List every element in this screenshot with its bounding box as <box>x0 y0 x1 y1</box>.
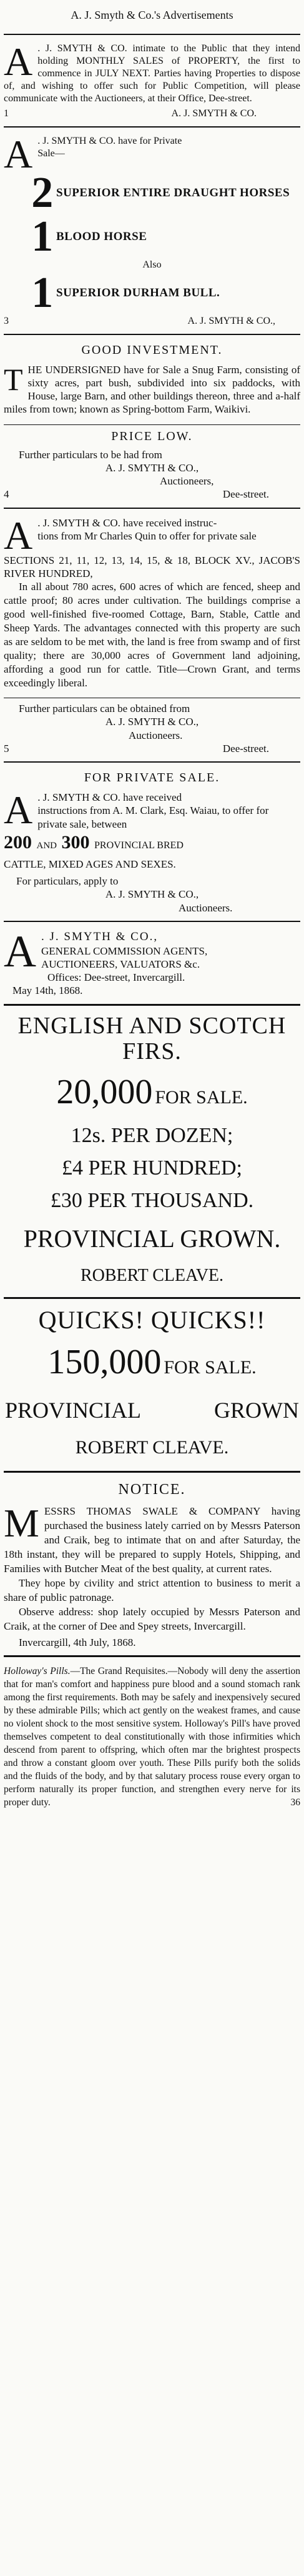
ad-date: May 14th, 1868. <box>12 985 83 997</box>
ad-quicks <box>4 1306 300 1465</box>
commission-agents: GENERAL COMMISSION AGENTS, <box>41 945 208 957</box>
firs-line-2: FIRS. <box>122 1038 182 1065</box>
provincial: PROVINCIAL <box>5 1397 142 1423</box>
cattle-numbers <box>4 831 300 858</box>
number-200: 200 <box>4 831 32 853</box>
item-count: 1 <box>31 212 54 261</box>
drop-cap: A <box>4 39 33 84</box>
ad1-body: that they intend holding MONTHLY SALES of PROPERTY, the first to commence in JULY NEXT. Parties having Properties to dispose of, and wishing to offer such for Public Competition, will please communicate with the Auctioneers, at their Office, Dee-street. <box>4 43 301 104</box>
ad-notice <box>4 1480 300 1649</box>
divider <box>4 424 300 425</box>
ad-heading: FOR PRIVATE SALE. <box>84 771 220 785</box>
for-sale: FOR SALE. <box>155 1087 248 1108</box>
ad5-first-line: . J. SMYTH & CO. have received <box>37 791 182 804</box>
big-number: 150,000 <box>47 1342 162 1381</box>
ad3-footer <box>4 488 300 501</box>
place: Dee-street. <box>222 742 269 754</box>
ad-heading: GOOD INVESTMENT. <box>81 343 223 357</box>
ad9-body: having purchased the business lately carried on by Messrs Paterson and Craik, beg to intimate that on and after Saturday, the 18th instant, they will be prepared to supply Hotels, Shipping, and Families with Butcher Meat of the best quality, at current rates. <box>4 1505 300 1575</box>
drop-cap: M <box>4 1500 39 1545</box>
page-title: A. J. Smyth & Co.'s Advertisements <box>71 9 233 21</box>
ad10-body: —The Grand Requisites.—Nobody will deny the assertion that for man's comfort and happiness pure blood and a sound stomach rank among the first requirements. Both may be safely and inexpensively secured by these admirable Pills; which act gently on the weakest frames, and cause no violent shock to the most sensitive system. Holloway's Pill's have proved themselves competent to deal constitutionally with those infirmities which descend from parent to offspring, which often mar the brightest prospects and throw a constant gloom over youth. These Pills purify both the solids and the fluids of the body, and by that salutary process rouse every organ to perform naturally its proper function, and strengthen every nerve for its proper duty. <box>4 1666 300 1808</box>
ad2-footer <box>4 315 300 328</box>
firm-role: Auctioneers. <box>129 729 183 741</box>
item-also: Also <box>142 259 162 270</box>
ad-good-investment <box>4 343 300 501</box>
for-sale: FOR SALE. <box>164 1356 257 1378</box>
drop-cap: A <box>4 513 33 558</box>
price-per-hundred: £4 PER HUNDRED; <box>61 1156 243 1180</box>
drop-cap: A <box>4 131 33 176</box>
seller-name: ROBERT CLEAVE. <box>80 1265 224 1285</box>
ad4-rest: tions from Mr Charles Quin to offer for private sale <box>37 529 257 542</box>
firm-role: Auctioneers. <box>179 901 233 914</box>
firs-line-1: ENGLISH AND SCOTCH <box>17 1012 287 1039</box>
provincial-grown-row <box>4 1390 300 1431</box>
price-low: PRICE LOW. <box>111 429 193 443</box>
ad-number: 3 <box>4 315 9 326</box>
ad3-body-block <box>4 363 300 416</box>
firm-name: A. J. SMYTH & CO., <box>105 716 199 728</box>
and-word: AND <box>36 840 57 851</box>
ad-signature: A. J. SMYTH & CO., <box>187 315 275 326</box>
provincial-bred: PROVINCIAL BRED <box>94 839 184 851</box>
item-label: BLOOD HORSE <box>56 229 147 243</box>
page-header <box>4 5 300 28</box>
firm-name: . J. SMYTH & CO., <box>41 930 159 943</box>
sections: SECTIONS 21, 11, 12, 13, 14, 15, & 18, BLOCK XV., JACOB'S RIVER HUNDRED, <box>4 554 300 579</box>
ad2-second-line: Sale— <box>37 148 65 159</box>
sale-item <box>29 268 300 317</box>
ad-number: 5 <box>4 742 9 754</box>
divider <box>4 761 300 763</box>
drop-cap: T <box>4 361 23 397</box>
cattle-description: CATTLE, MIXED AGES AND SEXES. <box>4 858 176 870</box>
ad4-footer <box>4 742 300 755</box>
ad9-paragraph-3: Observe address: shop lately occupied by Messrs Paterson and Craik, at the corner of Dee and Spey streets, Invercargill. <box>4 1605 300 1632</box>
ad10-lead: Holloway's Pills. <box>4 1666 71 1677</box>
ad9-first-line: ESSRS THOMAS SWALE & COMPANY <box>44 1505 260 1517</box>
place: Dee-street. <box>222 488 269 501</box>
price-per-thousand: £30 PER THOUSAND. <box>50 1188 254 1212</box>
price-per-dozen: 12s. PER DOZEN; <box>71 1123 233 1147</box>
ad5-rest: instructions from A. M. Clark, Esq. Waiau, to offer for private sale, between <box>37 804 269 830</box>
provincial-grown: PROVINCIAL GROWN. <box>23 1224 281 1253</box>
firm-name: A. J. SMYTH & CO., <box>105 461 199 474</box>
divider <box>4 34 300 35</box>
big-number: 20,000 <box>56 1073 153 1112</box>
ad-date: Invercargill, 4th July, 1868. <box>19 1636 136 1648</box>
ad-monthly-sales <box>4 39 301 120</box>
item-count: 1 <box>31 268 54 317</box>
item-label: SUPERIOR DURHAM BULL. <box>56 286 220 299</box>
divider <box>4 921 300 922</box>
item-count: 2 <box>31 168 54 217</box>
apply-to: For particulars, apply to <box>16 875 119 888</box>
divider <box>4 334 300 335</box>
ad1-first-line: . J. SMYTH & CO. intimate to the Public <box>37 43 227 54</box>
quicks-heading: QUICKS! QUICKS!! <box>38 1305 266 1334</box>
drop-cap: A <box>4 926 36 976</box>
auctioneers-valuators: AUCTIONEERS, VALUATORS &c. <box>41 958 200 970</box>
divider <box>4 1297 300 1299</box>
seller-name: ROBERT CLEAVE. <box>75 1436 229 1458</box>
sale-item <box>29 212 300 261</box>
ad9-paragraph-2: They hope by civility and strict attention to business to merit a share of public patronage. <box>4 1576 300 1603</box>
ad-number: 4 <box>4 488 9 501</box>
ad-number: 36 <box>290 1797 300 1808</box>
item-label: SUPERIOR ENTIRE DRAUGHT HORSES <box>56 186 290 199</box>
ad1-footer <box>4 108 300 120</box>
grown: GROWN <box>214 1397 299 1423</box>
ad9-body-block <box>4 1500 300 1576</box>
divider <box>4 508 300 509</box>
further-particulars: Further particulars can be obtained from <box>19 703 190 715</box>
ad-private-sale-cattle <box>4 770 300 915</box>
divider <box>4 1004 300 1006</box>
ad4-body: In all about 780 acres, 600 acres of which are fenced, sheep and cattle proof; 80 acres under cultivation. The buildings comprise a good well-finished five-roomed Cottage, Barn, Stable, Cattle and Sheep Yards. The advantages connected with this property are such as are seldom to be met with, the land is free from swamp and of first quality; there are 30,000 acres of Government land adjoining, affording a good run for cattle. Title—Crown Grant, and terms exceedingly liberal. <box>4 581 300 689</box>
further-particulars: Further particulars to be had from <box>19 448 162 461</box>
firm-role: Auctioneers, <box>160 475 214 488</box>
ad4-first-line: . J. SMYTH & CO. have received instruc- <box>37 516 217 529</box>
offices: Offices: Dee-street, Invercargill. <box>47 971 185 984</box>
ad-firs <box>4 1013 300 1291</box>
ad-signature: A. J. SMYTH & CO. <box>171 108 257 119</box>
ad3-body: HE UNDERSIGNED have for Sale a Snug Farm, consisting of sixty acres, part bush, subdivided into six paddocks, with House, large Barn, and other buildings thereon, three and a-half miles from town; known as Spring-bottom Farm, Waikivi. <box>4 363 300 415</box>
firm-name: A. J. SMYTH & CO., <box>105 888 199 901</box>
quicks-quantity <box>4 1344 300 1381</box>
ad-number: 1 <box>4 108 9 119</box>
divider <box>4 126 300 128</box>
number-300: 300 <box>61 831 90 853</box>
drop-cap: A <box>4 788 33 833</box>
divider <box>4 1471 300 1473</box>
sale-item <box>29 168 300 217</box>
ad-jacobs-river <box>4 513 300 756</box>
divider <box>4 1655 300 1657</box>
ad-holloways-pills <box>4 1665 300 1809</box>
ad2-first-line: . J. SMYTH & CO. have for Private <box>37 135 182 146</box>
firs-quantity <box>4 1074 300 1111</box>
advertisements-page <box>4 0 300 1809</box>
ad-commission-agents <box>4 926 300 998</box>
ad-private-sale-horses <box>4 131 300 328</box>
ad-heading: NOTICE. <box>118 1481 186 1498</box>
